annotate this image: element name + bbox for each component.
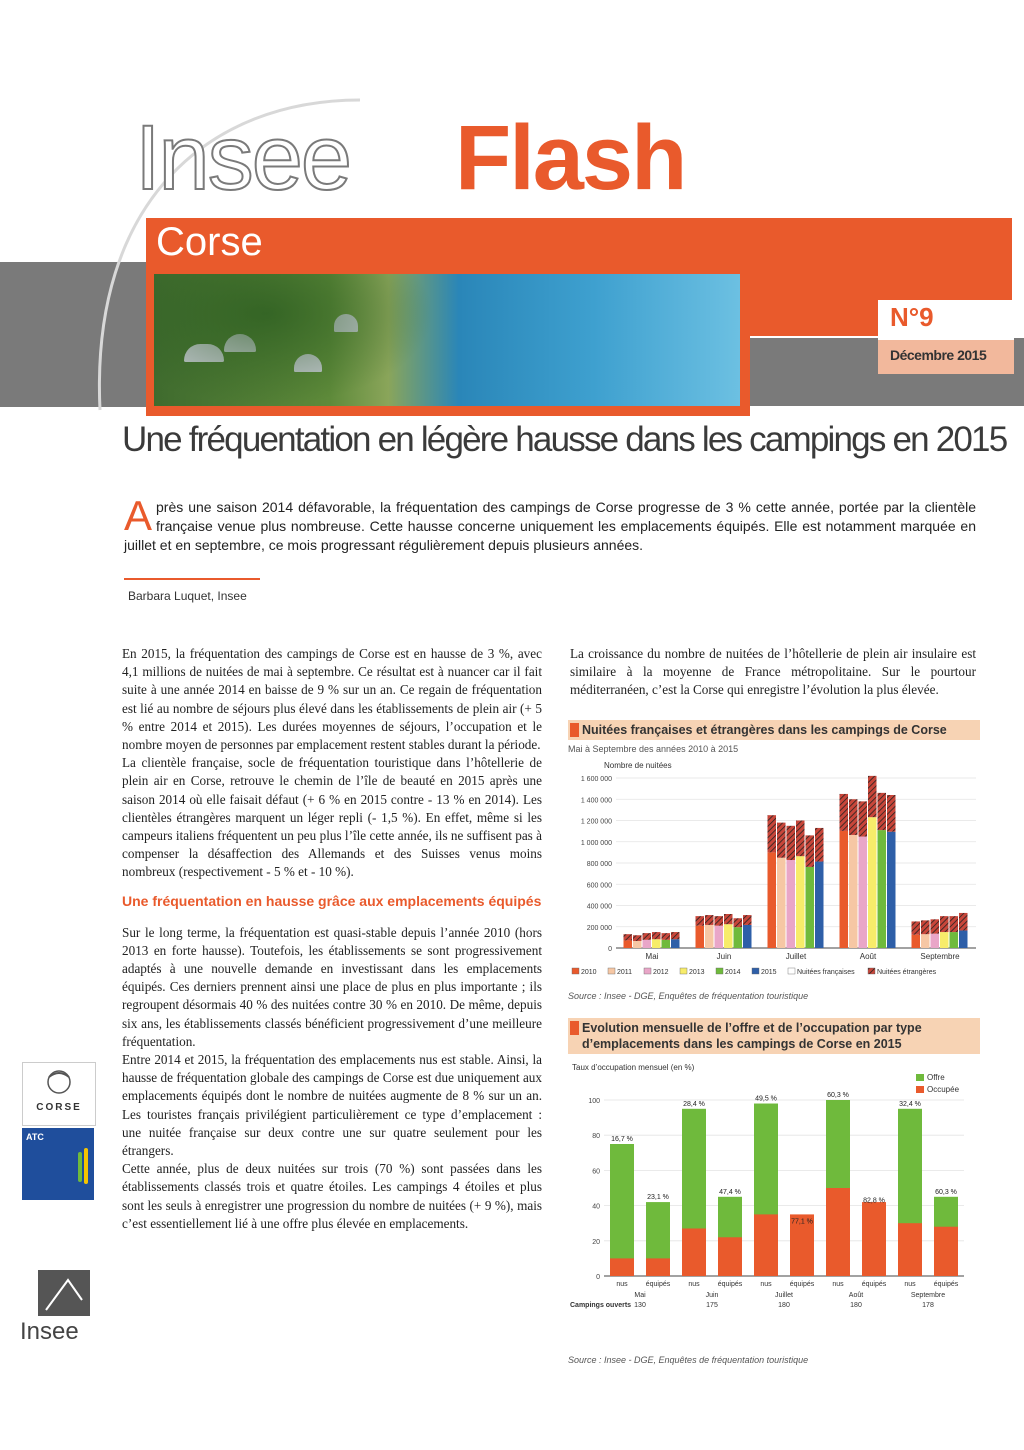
paragraph: Sur le long terme, la fréquentation est quasi-stable depuis l’année 2010 (hors 2013 en forte hausse). Toutefois, les établissements se sont progressivement adaptés à une nouvelle demande en investissant dans les emplacements équipés. Ces derniers prennent ainsi une place de plus en plus importante ; ils regroupent désormais 40 % des nuitées contre 30 % en 2010. De même, depuis six ans, les établissements classés bénéficient progressivement d’une meilleure fréquentation. bbox=[122, 924, 542, 1049]
figure-2-chart bbox=[568, 1058, 980, 1348]
bar-french-2013 bbox=[796, 856, 805, 948]
bar-foreign-2012 bbox=[643, 933, 652, 940]
y-tick-label: 200 000 bbox=[586, 924, 612, 932]
data-label: 23,1 % bbox=[647, 1194, 669, 1202]
bar-french-2015 bbox=[959, 930, 968, 948]
issue-date: Décembre 2015 bbox=[890, 347, 987, 363]
y-tick-label: 400 000 bbox=[586, 903, 612, 911]
data-label: 47,4 % bbox=[719, 1188, 741, 1196]
bar-foreign-2015 bbox=[887, 795, 896, 832]
legend-swatch bbox=[680, 968, 687, 974]
bar-occupee bbox=[934, 1227, 958, 1276]
bar-occupee bbox=[646, 1258, 670, 1276]
y-tick-label: 0 bbox=[608, 946, 612, 953]
bar-french-2010 bbox=[840, 831, 849, 948]
bar-french-2015 bbox=[815, 862, 824, 948]
bar-french-2013 bbox=[652, 939, 661, 948]
y-axis-label: Taux d’occupation mensuel (en %) bbox=[572, 1063, 695, 1072]
data-label: 49,5 % bbox=[755, 1095, 777, 1103]
data-label: 16,7 % bbox=[611, 1136, 633, 1143]
bar-foreign-2014 bbox=[806, 835, 815, 867]
bar-french-2013 bbox=[868, 817, 877, 948]
x-tick-label: nus bbox=[832, 1281, 844, 1288]
atc-logo-text: ATC bbox=[26, 1132, 44, 1142]
header-photo bbox=[146, 268, 750, 416]
bar-foreign-2014 bbox=[878, 793, 887, 830]
y-tick-label: 20 bbox=[592, 1238, 600, 1246]
figure-1-chart bbox=[568, 754, 980, 986]
bar-foreign-2013 bbox=[940, 916, 949, 932]
paragraph: Entre 2014 et 2015, la fréquentation des emplacements nus est stable. Ainsi, la hausse de fréquentation globale des campings de Corse est due uniquement aux emplacements équipés dont le nombre de nuitées augmente de 8 % sur un an. Les touristes français privilégient particulièrement ce type d’emplacement : une nuitée française sur deux contre une sur quatre seulement pour les étrangers. bbox=[122, 1052, 542, 1159]
chapeau bbox=[124, 492, 976, 555]
figure-2 bbox=[568, 1018, 980, 1365]
paragraph: La clientèle française, socle de fréquentation touristique dans l’hôtellerie de plein air en Corse, retrouve le chemin de l’île de beauté en 2015 après une saison 2014 où elle faisait défaut (+ 6 % en 2015 contre - 13 % en 2014). Les clientèles étrangères marquent un léger repli (- 1,5 %). En effet, même si les campeurs italiens fréquentent un peu plus l’île cette année, ils ne suffisent pas à compenser la désaffection des Allemands et des Suisses venus moins nombreux (respectivement - 5 % et - 10 %). bbox=[122, 755, 542, 880]
bar-french-2011 bbox=[705, 925, 714, 948]
bar-french-2013 bbox=[940, 932, 949, 948]
bar-foreign-2013 bbox=[868, 776, 877, 817]
x-tick-label: nus bbox=[904, 1281, 916, 1288]
data-label: 28,4 % bbox=[683, 1100, 705, 1108]
y-axis-label: Nombre de nuitées bbox=[604, 761, 672, 770]
y-tick-label: 1 400 000 bbox=[580, 797, 612, 805]
x-tick-label: nus bbox=[760, 1281, 772, 1288]
x-tick-label: équipés bbox=[933, 1281, 959, 1288]
campings-open-value: 180 bbox=[850, 1302, 862, 1309]
insee-logo-text: Insee bbox=[20, 1318, 79, 1345]
month-label: Septembre bbox=[910, 1292, 946, 1299]
bar-french-2014 bbox=[734, 927, 743, 948]
data-label: 82,8 % bbox=[863, 1197, 885, 1205]
legend-label: 2010 bbox=[581, 969, 597, 976]
campings-open-value: 180 bbox=[778, 1302, 790, 1309]
bar-foreign-2010 bbox=[624, 934, 633, 940]
x-tick-label: Mai bbox=[645, 952, 659, 961]
y-tick-label: 0 bbox=[596, 1274, 600, 1281]
x-tick-label: équipés bbox=[789, 1281, 815, 1288]
y-tick-label: 1 200 000 bbox=[580, 818, 612, 826]
bar-occupee bbox=[718, 1237, 742, 1276]
bar-offre bbox=[610, 1144, 634, 1276]
bar-foreign-2015 bbox=[743, 915, 752, 925]
legend-label: 2011 bbox=[617, 969, 633, 976]
figure-1-source: Source : Insee - DGE, Enquêtes de fréquentation touristique bbox=[568, 991, 809, 1001]
bar-french-2014 bbox=[662, 940, 671, 948]
x-tick-label: Juillet bbox=[785, 952, 807, 961]
figure-1 bbox=[568, 720, 980, 1001]
bar-foreign-2011 bbox=[921, 920, 930, 934]
insee-logo bbox=[20, 1270, 100, 1350]
month-label: Août bbox=[848, 1292, 864, 1299]
bar-french-2010 bbox=[768, 852, 777, 948]
bar-occupee bbox=[898, 1223, 922, 1276]
campings-open-value: 175 bbox=[706, 1302, 718, 1309]
x-tick-label: Août bbox=[859, 952, 877, 961]
corse-atc-logo bbox=[22, 1062, 94, 1202]
paragraph: Cette année, plus de deux nuitées sur trois (70 %) sont passées dans les établissements classés trois et quatre étoiles. Les campings 4 étoiles et plus sont les seuls à enregistrer une progression du nombre de nuitées (+ 9 %), mais c’est essentiellement lié à une offre plus élevée en emplacements. bbox=[122, 1161, 542, 1231]
legend-label: 2014 bbox=[725, 969, 741, 976]
bar-occupee bbox=[682, 1228, 706, 1276]
bar-foreign-2015 bbox=[815, 828, 824, 862]
bar-french-2012 bbox=[931, 934, 940, 948]
moor-head-icon bbox=[39, 1067, 79, 1097]
bar-foreign-2014 bbox=[734, 918, 743, 927]
legend-swatch bbox=[608, 968, 615, 974]
y-tick-label: 80 bbox=[592, 1133, 600, 1141]
bar-foreign-2011 bbox=[633, 935, 642, 941]
legend-label: Nuitées françaises bbox=[797, 969, 855, 976]
legend-swatch bbox=[788, 968, 795, 974]
figure-1-subtitle: Mai à Septembre des années 2010 à 2015 bbox=[568, 744, 739, 754]
bar-foreign-2010 bbox=[840, 794, 849, 831]
campings-row-label: Campings ouverts bbox=[570, 1302, 632, 1309]
data-label: 60,3 % bbox=[827, 1092, 849, 1099]
body-column-left bbox=[122, 645, 542, 1233]
bar-foreign-2015 bbox=[959, 913, 968, 931]
y-tick-label: 100 bbox=[588, 1098, 600, 1105]
bar-french-2015 bbox=[671, 939, 680, 948]
data-label: 32,4 % bbox=[899, 1100, 921, 1108]
x-tick-label: Septembre bbox=[920, 952, 960, 961]
bar-foreign-2011 bbox=[849, 799, 858, 835]
data-label: 77,1 % bbox=[791, 1218, 813, 1226]
figure-1-title: Nuitées françaises et étrangères dans les campings de Corse bbox=[568, 720, 980, 740]
bar-foreign-2013 bbox=[652, 932, 661, 939]
legend-label: 2013 bbox=[689, 969, 705, 976]
corse-logo-text: CORSE bbox=[36, 1102, 82, 1113]
y-tick-label: 1 600 000 bbox=[580, 776, 612, 783]
bar-foreign-2012 bbox=[787, 826, 796, 860]
data-label: 60,3 % bbox=[935, 1188, 957, 1196]
y-tick-label: 600 000 bbox=[586, 882, 612, 890]
bar-french-2012 bbox=[715, 926, 724, 948]
campings-open-value: 130 bbox=[634, 1302, 646, 1309]
bar-french-2011 bbox=[777, 858, 786, 948]
legend-label: Offre bbox=[927, 1073, 945, 1082]
bar-foreign-2012 bbox=[715, 916, 724, 926]
x-tick-label: équipés bbox=[717, 1281, 743, 1288]
dropcap: A bbox=[124, 492, 153, 539]
month-label: Juin bbox=[705, 1292, 719, 1299]
bar-foreign-2012 bbox=[859, 801, 868, 836]
legend-swatch bbox=[716, 968, 723, 974]
atc-logo bbox=[22, 1128, 94, 1200]
bar-foreign-2015 bbox=[671, 932, 680, 939]
bar-occupee bbox=[754, 1214, 778, 1276]
camping-coast-image bbox=[154, 274, 740, 406]
bar-occupee bbox=[610, 1258, 634, 1276]
bar-foreign-2013 bbox=[724, 914, 733, 924]
y-tick-label: 800 000 bbox=[586, 861, 612, 868]
bar-foreign-2011 bbox=[705, 915, 714, 925]
bar-occupee bbox=[862, 1202, 886, 1276]
y-tick-label: 1 000 000 bbox=[580, 839, 612, 847]
issue-number: N°9 bbox=[890, 302, 934, 332]
x-tick-label: nus bbox=[688, 1281, 700, 1288]
x-tick-label: équipés bbox=[861, 1281, 887, 1288]
corse-logo bbox=[22, 1062, 96, 1126]
bar-foreign-2014 bbox=[662, 933, 671, 940]
bar-french-2014 bbox=[806, 867, 815, 948]
bar-foreign-2010 bbox=[768, 815, 777, 852]
author: Barbara Luquet, Insee bbox=[128, 589, 247, 603]
bar-french-2015 bbox=[743, 925, 752, 948]
insee-logo-mark bbox=[38, 1270, 90, 1316]
bar-occupee bbox=[826, 1188, 850, 1276]
bar-french-2014 bbox=[878, 830, 887, 948]
section-subhead: Une fréquentation en hausse grâce aux emplacements équipés bbox=[122, 892, 542, 909]
legend-swatch bbox=[916, 1074, 924, 1081]
x-tick-label: Juin bbox=[716, 952, 732, 961]
legend-swatch bbox=[868, 968, 875, 974]
bar-french-2011 bbox=[849, 835, 858, 948]
bar-french-2015 bbox=[887, 832, 896, 948]
chapeau-text: près une saison 2014 défavorable, la fréquentation des campings de Corse progresse de 3 % cette année, portée par la clientèle française venue plus nombreuse. Cette hausse concerne uniquement les emplacements équipés. Elle est notamment marquée en juillet et en septembre, ce mois progressant régulièrement depuis plusieurs années. bbox=[124, 499, 976, 553]
y-tick-label: 40 bbox=[592, 1203, 600, 1211]
legend-label: Occupée bbox=[927, 1085, 960, 1094]
page-title: Une fréquentation en légère hausse dans les campings en 2015 bbox=[122, 420, 1007, 459]
paragraph: En 2015, la fréquentation des campings de Corse est en hausse de 3 %, avec 4,1 millions de nuitées de mai à septembre. Ce résultat est à nuancer car il fait suite à une année 2014 en baisse de 9 % sur un an. Ce regain de fréquentation est lié au nombre de séjours plus élevé dans les établissements de plein air (+ 5 % entre 2014 et 2015). Les durées moyennes de séjours, l’occupation et le nombre moyen de personnes par emplacement restent stables durant la période. bbox=[122, 646, 542, 753]
bar-foreign-2011 bbox=[777, 823, 786, 858]
bar-foreign-2010 bbox=[912, 921, 921, 934]
body-column-right bbox=[570, 645, 976, 700]
bar-french-2011 bbox=[921, 934, 930, 948]
legend-swatch bbox=[752, 968, 759, 974]
legend-label: Nuitées étrangères bbox=[877, 969, 937, 976]
paragraph: La croissance du nombre de nuitées de l’hôtellerie de plein air insulaire est similaire à la moyenne de France métropolitaine. Sur le pourtour méditerranéen, c’est la Corse qui enregistre l’évolution la plus élevée. bbox=[570, 646, 976, 698]
bar-french-2012 bbox=[859, 837, 868, 948]
x-tick-label: nus bbox=[616, 1281, 628, 1288]
x-tick-label: équipés bbox=[645, 1281, 671, 1288]
bar-french-2013 bbox=[724, 924, 733, 948]
bar-foreign-2013 bbox=[796, 821, 805, 857]
bar-french-2012 bbox=[643, 940, 652, 948]
brand-flash: Flash bbox=[455, 107, 686, 209]
bar-french-2012 bbox=[787, 860, 796, 948]
month-label: Mai bbox=[634, 1292, 646, 1299]
month-label: Juillet bbox=[775, 1292, 793, 1299]
legend-swatch bbox=[644, 968, 651, 974]
legend-swatch bbox=[572, 968, 579, 974]
figure-2-title: Evolution mensuelle de l’offre et de l’occupation par type d’emplacements dans les campings de Corse en 2015 bbox=[568, 1018, 980, 1054]
y-tick-label: 60 bbox=[592, 1168, 600, 1176]
bar-french-2010 bbox=[624, 940, 633, 948]
bar-foreign-2012 bbox=[931, 919, 940, 933]
separator-line bbox=[124, 578, 260, 580]
bar-french-2011 bbox=[633, 941, 642, 948]
bar-french-2014 bbox=[950, 932, 959, 948]
legend-label: 2012 bbox=[653, 969, 669, 976]
bar-foreign-2010 bbox=[696, 916, 705, 926]
brand-insee: Insee bbox=[135, 107, 351, 209]
legend-swatch bbox=[916, 1086, 924, 1093]
campings-open-value: 178 bbox=[922, 1302, 934, 1309]
legend-label: 2015 bbox=[761, 969, 777, 976]
bar-french-2010 bbox=[912, 935, 921, 948]
bar-french-2010 bbox=[696, 926, 705, 948]
bar-foreign-2014 bbox=[950, 916, 959, 932]
region-label: Corse bbox=[156, 220, 263, 264]
figure-2-source: Source : Insee - DGE, Enquêtes de fréquentation touristique bbox=[568, 1355, 809, 1365]
